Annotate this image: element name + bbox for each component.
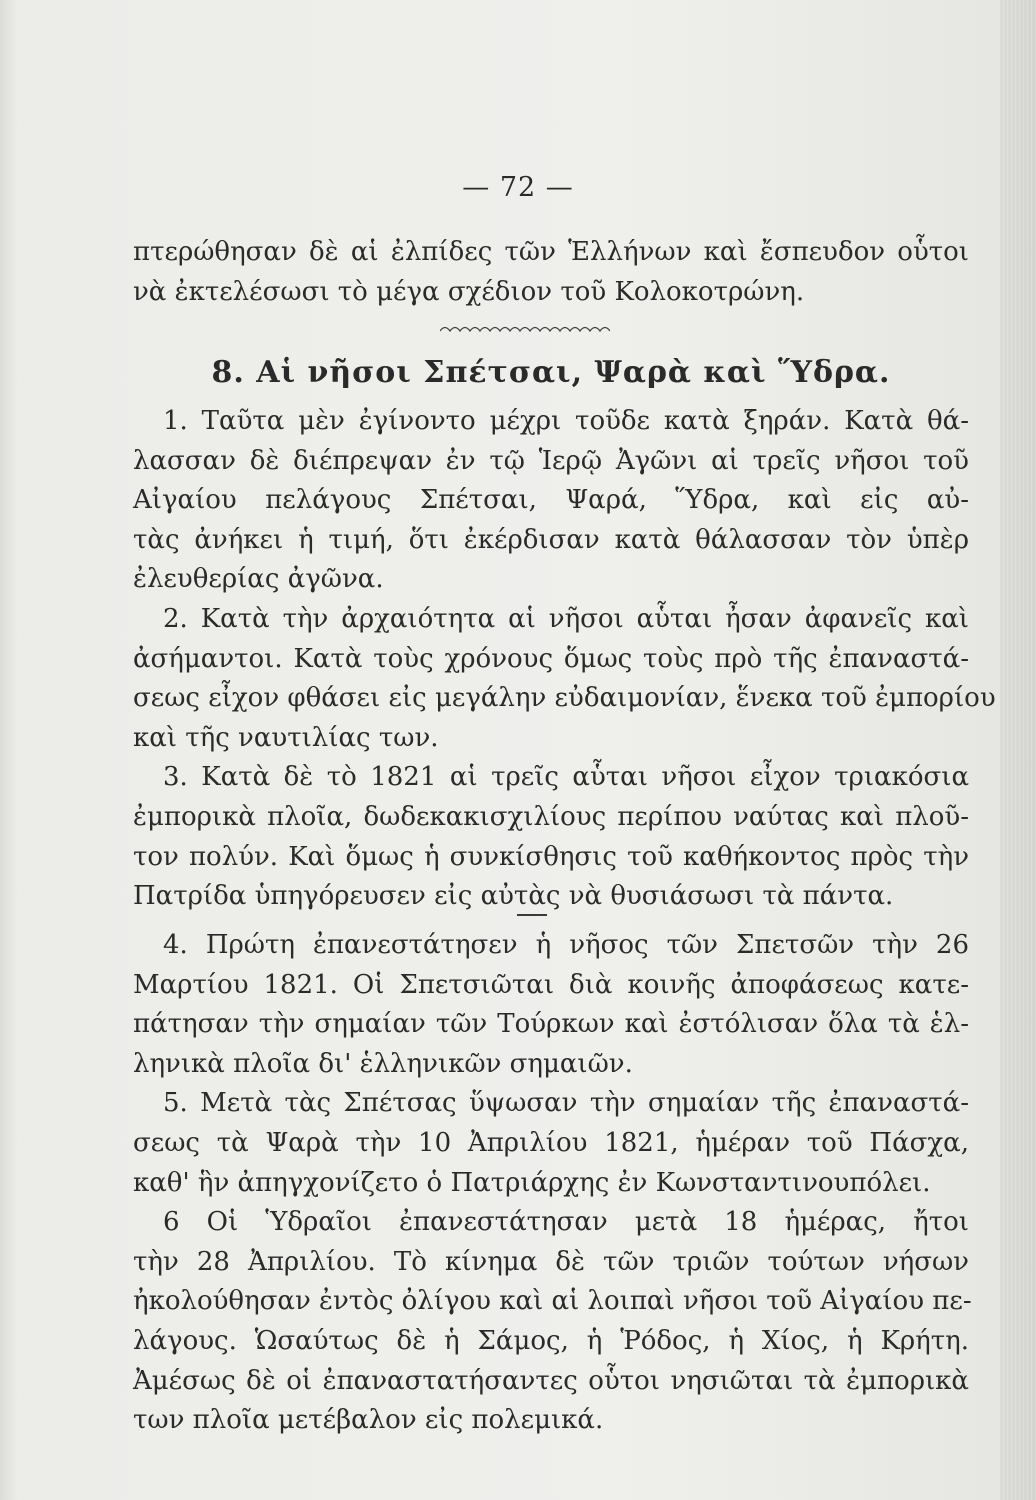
text-line: 4. Πρώτη ἐπανεστάτησεν ἡ νῆσος τῶν Σπετσῶν τὴν 26 bbox=[163, 930, 969, 960]
text-line: Μαρτίου 1821. Οἱ Σπετσιῶται διὰ κοινῆς ἀποφάσεως κατε- bbox=[133, 969, 969, 1000]
text-line: των πλοῖα μετέβαλον εἰς πολεμικά. bbox=[133, 1405, 604, 1436]
text-line: Ἀμέσως δὲ οἱ ἐπαναστατήσαντες οὗτοι νησιῶται τὰ ἐμπορικὰ bbox=[133, 1365, 969, 1396]
text-line: τὰς ἀνήκει ἡ τιμή, ὅτι ἐκέρδισαν κατὰ θάλασσαν τὸν ὑπὲρ bbox=[133, 524, 969, 555]
ornament-divider bbox=[440, 322, 610, 336]
text-line: Αἰγαίου πελάγους Σπέτσαι, Ψαρά, Ὕδρα, καὶ εἰς αὐ- bbox=[133, 485, 969, 516]
text-line: ἠκολούθησαν ἐντὸς ὀλίγου καὶ αἱ λοιπαὶ νῆσοι τοῦ Αἰγαίου πε- bbox=[133, 1286, 972, 1317]
text-line: 5. Μετὰ τὰς Σπέτσας ὕψωσαν τὴν σημαίαν τῆς ἐπαναστά- bbox=[163, 1088, 969, 1119]
text-line: τὴν 28 Ἀπριλίου. Τὸ κίνημα δὲ τῶν τριῶν τούτων νήσων bbox=[133, 1246, 969, 1277]
section-a-paragraphs bbox=[133, 402, 996, 917]
text-line: ἐμπορικὰ πλοῖα, δωδεκακισχιλίους περίπου ναύτας καὶ πλοῦ- bbox=[133, 801, 969, 832]
text-line: 1. Ταῦτα μὲν ἐγίνοντο μέχρι τοῦδε κατὰ ξηράν. Κατὰ θά- bbox=[163, 406, 969, 436]
section-separator bbox=[517, 914, 547, 916]
section-b-paragraphs bbox=[133, 926, 972, 1441]
text-line: 2. Κατὰ τὴν ἀρχαιότητα αἱ νῆσοι αὗται ἦσαν ἀφανεῖς καὶ bbox=[163, 603, 969, 634]
page-edge-shadow bbox=[1000, 0, 1036, 1500]
text-line: 6 Οἱ Ὑδραῖοι ἐπανεστάτησαν μετὰ 18 ἡμέρας, ἤτοι bbox=[163, 1207, 969, 1238]
text-line: νὰ ἐκτελέσωσι τὸ μέγα σχέδιον τοῦ Κολοκοτρώνη. bbox=[133, 276, 805, 307]
text-line: ἀσήμαντοι. Κατὰ τοὺς χρόνους ὅμως τοὺς πρὸ τῆς ἐπαναστά- bbox=[133, 643, 969, 674]
text-line: ἐλευθερίας ἀγῶνα. bbox=[133, 564, 384, 595]
text-line: λάγους. Ὡσαύτως δὲ ἡ Σάμος, ἡ Ῥόδος, ἡ Χίος, ἡ Κρήτη. bbox=[133, 1325, 969, 1356]
text-line: καθ' ἣν ἀπηγχονίζετο ὁ Πατριάρχης ἐν Κωνσταντινουπόλει. bbox=[133, 1167, 931, 1198]
section-heading: 8. Αἱ νῆσοι Σπέτσαι, Ψαρὰ καὶ Ὕδρα. bbox=[211, 355, 891, 390]
text-line: πάτησαν τὴν σημαίαν τῶν Τούρκων καὶ ἐστόλισαν ὅλα τὰ ἑλ- bbox=[133, 1009, 969, 1040]
text-line: πτερώθησαν δὲ αἱ ἐλπίδες τῶν Ἑλλήνων καὶ ἔσπευδον οὗτοι bbox=[133, 237, 969, 267]
page-number: — 72 — bbox=[462, 172, 574, 203]
text-line: ληνικὰ πλοῖα δι' ἑλληνικῶν σημαιῶν. bbox=[133, 1048, 633, 1079]
text-line: λασσαν δὲ διέπρεψαν ἐν τῷ Ἱερῷ Ἀγῶνι αἱ τρεῖς νῆσοι τοῦ bbox=[133, 445, 969, 476]
intro-paragraph bbox=[133, 233, 969, 312]
text-line: σεως εἶχον φθάσει εἰς μεγάλην εὐδαιμονίαν, ἕνεκα τοῦ ἐμπορίου bbox=[133, 683, 996, 714]
text-line: καὶ τῆς ναυτιλίας των. bbox=[133, 722, 439, 753]
text-line: Πατρίδα ὑπηγόρευσεν εἰς αὐτὰς νὰ θυσιάσωσι τὰ πάντα. bbox=[133, 881, 894, 912]
text-line: σεως τὰ Ψαρὰ τὴν 10 Ἀπριλίου 1821, ἡμέραν τοῦ Πάσχα, bbox=[133, 1127, 969, 1158]
text-line: τον πολύν. Καὶ ὅμως ἡ συνκίσθησις τοῦ καθήκοντος πρὸς τὴν bbox=[133, 841, 969, 872]
text-line: 3. Κατὰ δὲ τὸ 1821 αἱ τρεῖς αὗται νῆσοι εἶχον τριακόσια bbox=[163, 762, 969, 793]
